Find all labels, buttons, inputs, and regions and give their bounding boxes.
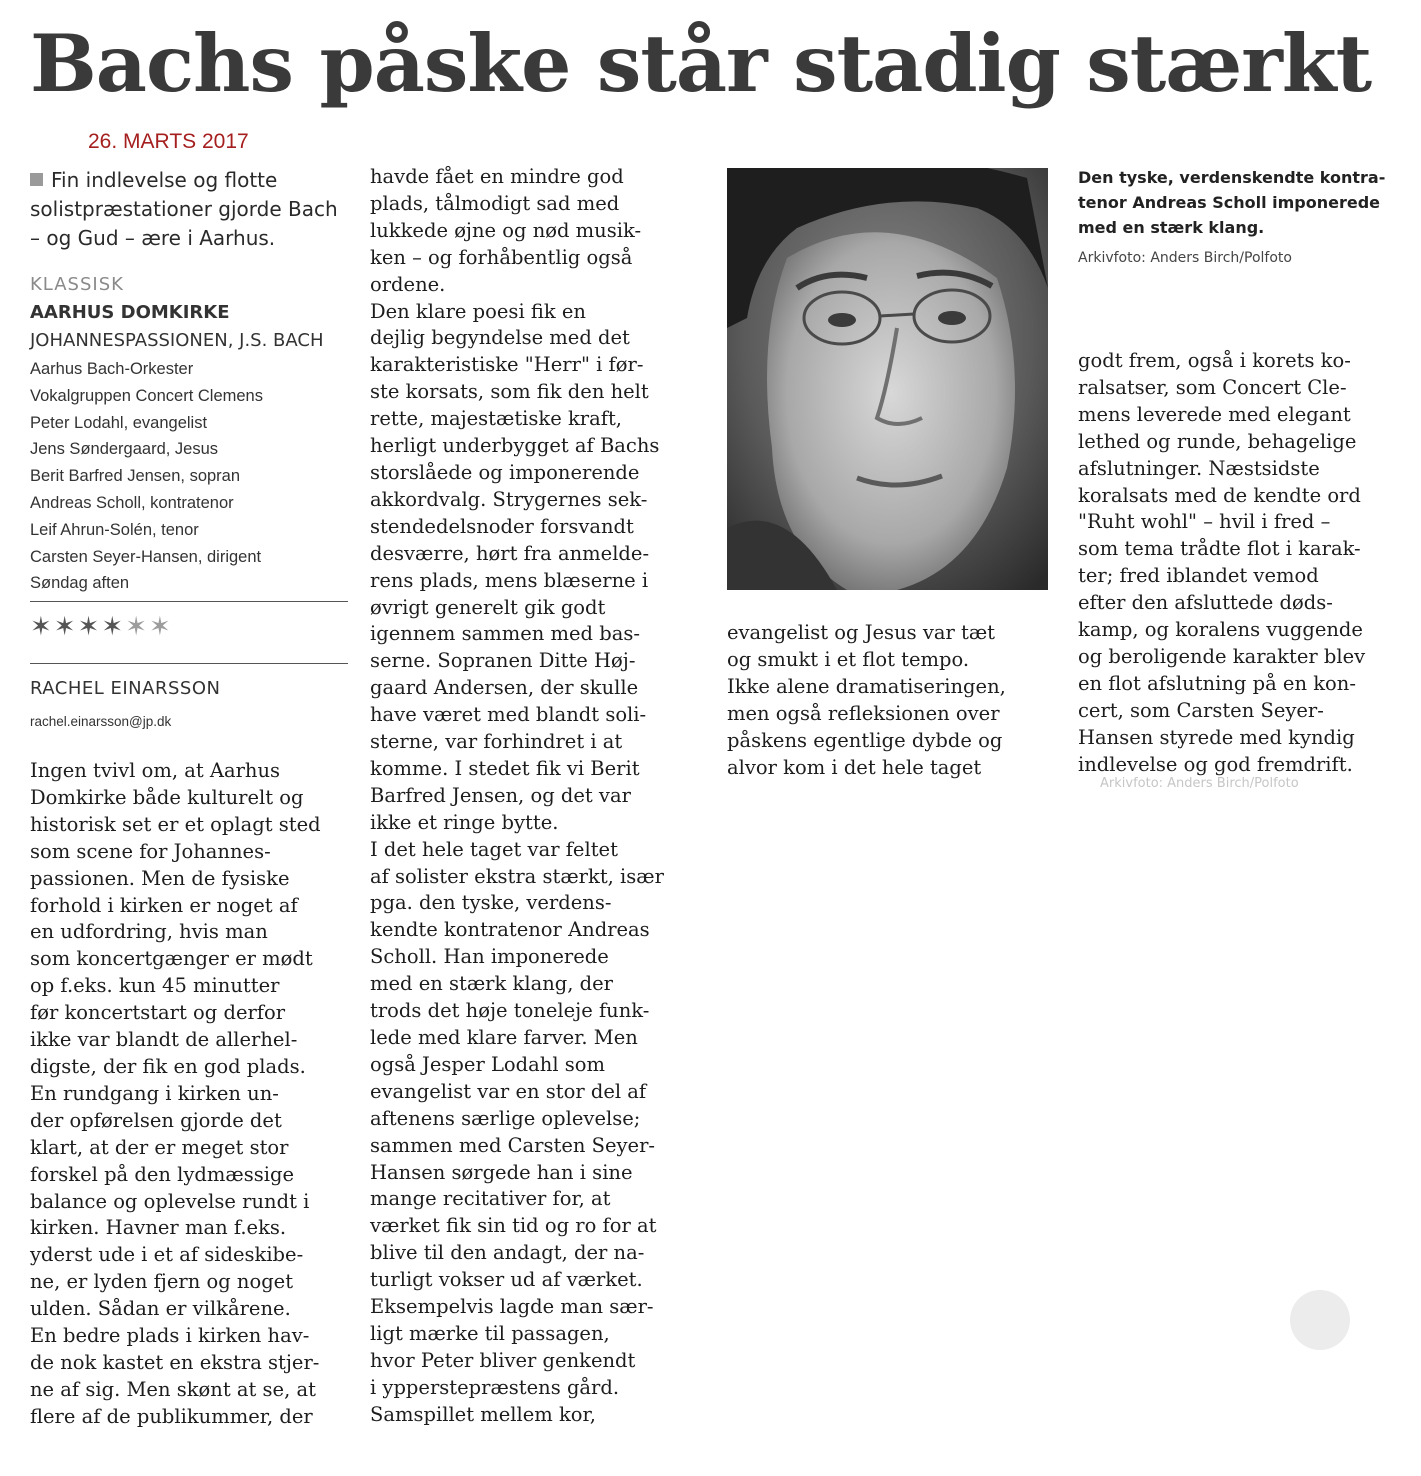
body-column-1: Ingen tvivl om, at Aarhus Domkirke både kulturelt og historisk set er et oplagt sted som scene for Johannes- passionen. Men de fysiske forhold i kirken er noget af en udfordring, hvis man som koncertgænger er mødt op f.eks. kun 45 minutter før koncertstart og derfor ikke var blandt de allerhel- digste, der fik en god plads. En rundgang i kirken un- der opførelsen gjorde det klart, at der er meget stor forskel på den lydmæssige balance og oplevelse rundt i kirken. Havner man f.eks. yderst ude i et af sideskibe- ne, er lyden fjern og noget ulden. Sådan er vilkårene. En bedre plads i kirken hav- de nok kastet en ekstra stjer- ne af sig. Men skønt at se, at flere af de publikummer, der	[30, 759, 321, 1428]
critic-name: RACHEL EINARSSON	[30, 678, 221, 699]
genre-label: KLASSISK	[30, 274, 124, 295]
work-title: JOHANNESPASSIONEN, J.S. BACH	[30, 330, 324, 351]
headline: Bachs påske står stadig stærkt	[30, 17, 1372, 110]
star-icon: ✶	[30, 612, 54, 642]
star-rating	[30, 612, 173, 642]
body-column-4: godt frem, også i korets ko- ralsatser, som Concert Cle- mens leverede med elegant lethed og runde, behagelige afslutninger. Næstsidste koralsats med de kendte ord "Ruht wohl" – hvil i fred – som tema trådte flot i karak- ter; fred iblandet vemod efter den afsluttede døds- kamp, og koralens vuggende og beroligende karakter blev en flot afslutning på en kon- cert, som Carsten Seyer- Hansen styrede med kyndig indlevelse og god fremdrift.	[1078, 349, 1366, 776]
critic-email[interactable]: rachel.einarsson@jp.dk	[30, 714, 172, 729]
credit-line: Søndag aften	[30, 574, 130, 593]
scan-smudge	[1290, 1290, 1350, 1350]
credit-line: Vokalgruppen Concert Clemens	[30, 386, 263, 405]
credit-line: Andreas Scholl, kontratenor	[30, 493, 234, 512]
photo-caption: Den tyske, verdenskendte kontra- tenor Andreas Scholl imponerede med en stærk klang.	[1078, 168, 1386, 237]
photo-credit: Arkivfoto: Anders Birch/Polfoto	[1078, 250, 1292, 266]
divider	[30, 663, 348, 664]
faint-bleed-through-credit: Arkivfoto: Anders Birch/Polfoto	[1100, 776, 1299, 791]
credit-line: Berit Barfred Jensen, sopran	[30, 467, 241, 486]
lead-paragraph	[30, 166, 360, 253]
star-icon: ✶	[125, 612, 149, 642]
credit-line: Aarhus Bach-Orkester	[30, 360, 194, 378]
divider	[30, 601, 348, 602]
star-icon: ✶	[53, 612, 78, 642]
credit-line: Carsten Seyer-Hansen, dirigent	[30, 547, 262, 566]
performer-credits	[30, 356, 263, 597]
body-column-2: havde fået en mindre god plads, tålmodigt sad med lukkede øjne og nød musik- ken – og forhåbentlig også ordene. Den klare poesi fik en dejlig begyndelse med det karakteristiske "Herr" i før- ste korsats, som fik den helt rette, majestætiske kraft, herligt underbygget af Bachs storslåede og imponerende akkordvalg. Strygernes sek- stendedelsnoder forsvandt desværre, hørt fra anmelde- rens plads, mens blæserne i øvrigt generelt gik godt igennem sammen med bas- serne. Sopranen Ditte Høj- gaard Andersen, der skulle have været med blandt soli- sterne, var forhindret i at komme. I stedet fik vi Berit Barfred Jensen, og det var ikke et ringe bytte. I det hele taget var feltet af solister ekstra stærkt, især pga. den tyske, verdens- kendte kontratenor Andreas Scholl. Han imponerede med en stærk klang, der trods det høje toneleje funk- lede med klare farver. Men også Jesper Lodahl som evangelist var en stor del af aftenens særlige oplevelse; sammen med Carsten Seyer- Hansen sørgede han i sine mange recitativer for, at værket fik sin tid og ro for at blive til den andagt, der na- turligt vokser ud af værket. Eksempelvis lagde man sær- ligt mærke til passagen, hvor Peter bliver genkendt i ypperstepræstens gård. Samspillet mellem kor,	[370, 165, 664, 1426]
lead-bullet-icon	[30, 173, 43, 186]
body-column-3: evangelist og Jesus var tæt og smukt i et flot tempo. Ikke alene dramatiseringen, men også refleksionen over påskens egentlige dybde og alvor kom i det hele taget	[727, 621, 1006, 779]
star-icon: ✶	[148, 612, 173, 642]
publication-date: 26. MARTS 2017	[88, 130, 249, 153]
credit-line: Leif Ahrun-Solén, tenor	[30, 520, 199, 539]
portrait-image	[727, 168, 1048, 590]
portrait-photo	[727, 168, 1048, 590]
lead-text: Fin indlevelse og flotte solistpræstationer gjorde Bach – og Gud – ære i Aarhus.	[30, 168, 338, 250]
credit-line: Jens Søndergaard, Jesus	[30, 440, 219, 459]
star-icon: ✶	[77, 612, 102, 642]
venue-label: AARHUS DOMKIRKE	[30, 302, 230, 323]
credit-line: Peter Lodahl, evangelist	[30, 413, 208, 432]
star-icon: ✶	[101, 612, 126, 642]
